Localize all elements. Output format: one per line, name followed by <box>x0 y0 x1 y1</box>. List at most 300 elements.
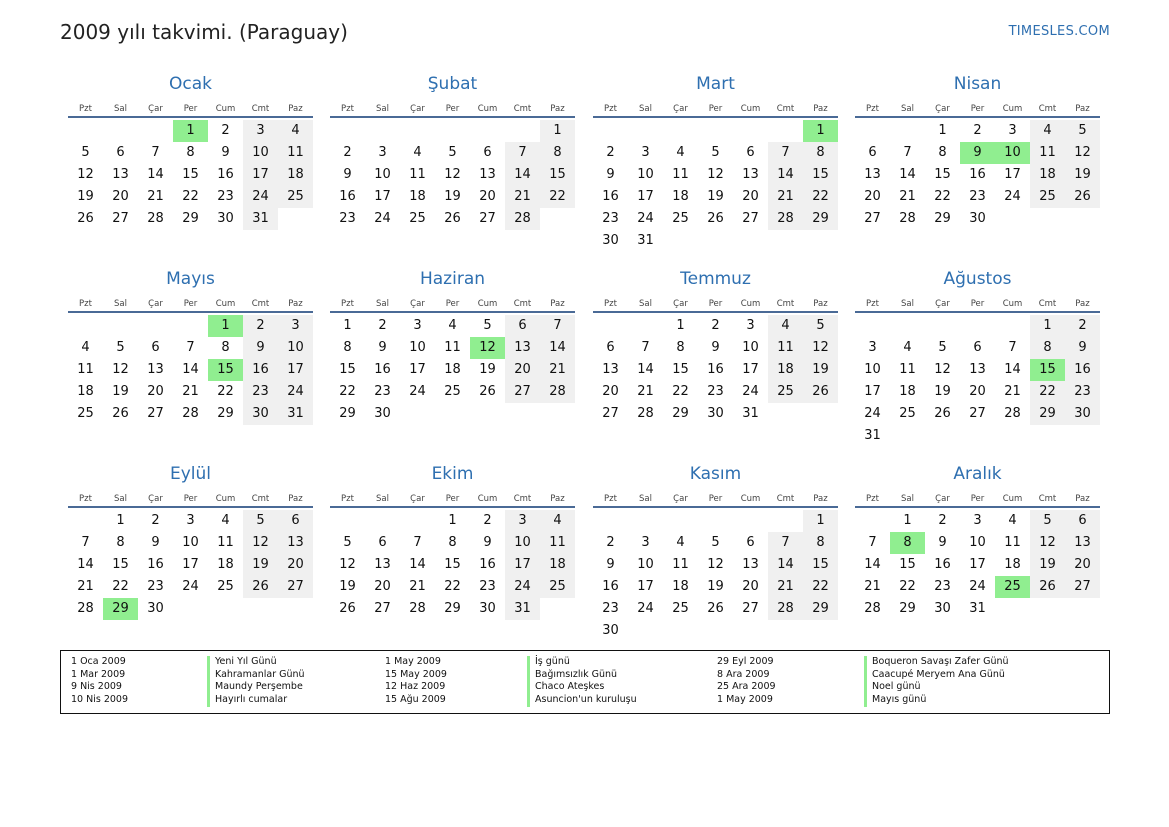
day-cell: 30 <box>479 601 496 616</box>
day-cell: 21 <box>147 189 164 204</box>
empty-cell <box>628 510 663 532</box>
day-cell: 7 <box>505 142 540 164</box>
day-cell: 23 <box>339 211 356 226</box>
day-cell: 21 <box>637 384 654 399</box>
day-cell: 5 <box>243 510 278 532</box>
month-2 <box>330 72 575 230</box>
empty-cell <box>733 510 768 532</box>
day-cell: 11 <box>672 167 689 182</box>
day-cell: 31 <box>969 601 986 616</box>
day-cell: 7 <box>868 535 877 550</box>
day-cell: 12 <box>444 167 461 182</box>
day-cell: 31 <box>278 403 313 425</box>
site-brand-link[interactable]: TIMESLES.COM <box>1008 24 1110 39</box>
day-cell: 30 <box>1065 403 1100 425</box>
empty-cell <box>663 120 698 142</box>
month-days <box>855 120 1100 230</box>
holiday-name: Asuncion'un kuruluşu <box>527 694 637 707</box>
holiday-day-cell: 15 <box>1030 359 1065 381</box>
day-cell: 20 <box>479 189 496 204</box>
weekday-header <box>330 486 575 508</box>
weekday-label: Pzt <box>341 494 354 504</box>
day-cell: 11 <box>672 557 689 572</box>
weekday-label: Paz <box>813 299 828 309</box>
month-3 <box>593 72 838 252</box>
day-cell: 19 <box>707 579 724 594</box>
weekday-label: Sal <box>639 104 652 114</box>
empty-cell <box>855 510 890 532</box>
day-cell: 3 <box>746 318 755 333</box>
day-cell: 9 <box>711 340 720 355</box>
holiday-day-cell: 10 <box>995 142 1030 164</box>
day-cell: 22 <box>182 189 199 204</box>
day-cell: 3 <box>378 145 387 160</box>
day-cell: 15 <box>444 557 461 572</box>
weekday-label: Paz <box>550 104 565 114</box>
day-cell: 13 <box>112 167 129 182</box>
month-6 <box>330 267 575 425</box>
day-cell: 27 <box>112 211 129 226</box>
day-cell: 10 <box>969 535 986 550</box>
day-cell: 28 <box>637 406 654 421</box>
day-cell: 1 <box>343 318 352 333</box>
month-10 <box>330 462 575 620</box>
day-cell: 25 <box>444 384 461 399</box>
day-cell: 27 <box>147 406 164 421</box>
day-cell: 18 <box>444 362 461 377</box>
day-cell: 9 <box>606 557 615 572</box>
day-cell: 11 <box>768 337 803 359</box>
day-cell: 8 <box>803 532 838 554</box>
day-cell: 11 <box>540 532 575 554</box>
day-cell: 2 <box>483 513 492 528</box>
day-cell: 2 <box>938 513 947 528</box>
day-cell: 1 <box>903 513 912 528</box>
weekday-label: Cmt <box>513 494 532 504</box>
empty-cell <box>698 510 733 532</box>
day-cell: 22 <box>217 384 234 399</box>
day-cell: 24 <box>243 186 278 208</box>
day-cell: 11 <box>409 167 426 182</box>
day-cell: 4 <box>81 340 90 355</box>
day-cell: 30 <box>602 623 619 638</box>
day-cell: 31 <box>505 598 540 620</box>
empty-cell <box>733 120 768 142</box>
day-cell: 31 <box>864 428 881 443</box>
day-cell: 8 <box>116 535 125 550</box>
day-cell: 14 <box>864 557 881 572</box>
day-cell: 1 <box>1030 315 1065 337</box>
month-name: Aralık <box>953 464 1002 484</box>
day-cell: 3 <box>243 120 278 142</box>
day-cell: 24 <box>182 579 199 594</box>
day-cell: 8 <box>221 340 230 355</box>
day-cell: 25 <box>409 211 426 226</box>
day-cell: 18 <box>540 554 575 576</box>
month-8 <box>855 267 1100 447</box>
holiday-date: 9 Nis 2009 <box>71 681 122 693</box>
holiday-name: Bağımsızlık Günü <box>527 669 637 682</box>
weekday-label: Çar <box>148 299 163 309</box>
day-cell: 11 <box>278 142 313 164</box>
day-cell: 23 <box>707 384 724 399</box>
day-cell: 22 <box>672 384 689 399</box>
day-cell: 12 <box>1030 532 1065 554</box>
day-cell: 26 <box>339 601 356 616</box>
day-cell: 2 <box>973 123 982 138</box>
month-name: Temmuz <box>680 269 751 289</box>
day-cell: 9 <box>151 535 160 550</box>
day-cell: 27 <box>742 601 759 616</box>
day-cell: 23 <box>147 579 164 594</box>
day-cell: 27 <box>742 211 759 226</box>
month-1 <box>68 72 313 230</box>
day-cell: 15 <box>803 164 838 186</box>
day-cell: 20 <box>374 579 391 594</box>
day-cell: 12 <box>112 362 129 377</box>
weekday-label: Sal <box>376 104 389 114</box>
weekday-label: Paz <box>813 494 828 504</box>
day-cell: 16 <box>602 579 619 594</box>
day-cell: 24 <box>742 384 759 399</box>
day-cell: 27 <box>278 576 313 598</box>
day-cell: 16 <box>339 189 356 204</box>
empty-cell <box>593 120 628 142</box>
day-cell: 30 <box>969 211 986 226</box>
day-cell: 18 <box>899 384 916 399</box>
day-cell: 12 <box>1065 142 1100 164</box>
holiday-name: Maundy Perşembe <box>207 681 305 694</box>
day-cell: 8 <box>448 535 457 550</box>
day-cell: 16 <box>479 557 496 572</box>
day-cell: 3 <box>641 535 650 550</box>
day-cell: 19 <box>112 384 129 399</box>
day-cell: 6 <box>378 535 387 550</box>
day-cell: 20 <box>864 189 881 204</box>
day-cell: 2 <box>151 513 160 528</box>
weekday-label: Cum <box>477 299 498 309</box>
day-cell: 3 <box>186 513 195 528</box>
day-cell: 20 <box>112 189 129 204</box>
day-cell: 16 <box>243 359 278 381</box>
empty-cell <box>855 120 890 142</box>
month-name: Kasım <box>689 464 742 484</box>
weekday-label: Sal <box>639 494 652 504</box>
empty-cell <box>663 510 698 532</box>
day-cell: 6 <box>746 145 755 160</box>
weekday-label: Cmt <box>1038 494 1057 504</box>
day-cell: 10 <box>278 337 313 359</box>
day-cell: 21 <box>505 186 540 208</box>
weekday-label: Pzt <box>866 299 879 309</box>
day-cell: 31 <box>637 233 654 248</box>
weekday-label: Çar <box>673 494 688 504</box>
holiday-name: İş günü <box>527 656 637 669</box>
day-cell: 2 <box>243 315 278 337</box>
month-days <box>330 315 575 425</box>
day-cell: 29 <box>672 406 689 421</box>
day-cell: 9 <box>243 337 278 359</box>
day-cell: 18 <box>278 164 313 186</box>
weekday-label: Per <box>970 494 985 504</box>
holiday-date: 1 May 2009 <box>385 656 441 667</box>
day-cell: 5 <box>448 145 457 160</box>
month-days <box>593 510 838 642</box>
day-cell: 17 <box>637 189 654 204</box>
day-cell: 31 <box>243 208 278 230</box>
day-cell: 20 <box>505 359 540 381</box>
day-cell: 14 <box>409 557 426 572</box>
day-cell: 9 <box>343 167 352 182</box>
day-cell: 15 <box>182 167 199 182</box>
day-cell: 18 <box>77 384 94 399</box>
day-cell: 17 <box>243 164 278 186</box>
day-cell: 7 <box>641 340 650 355</box>
weekday-label: Paz <box>550 494 565 504</box>
month-days <box>330 120 575 230</box>
day-cell: 11 <box>899 362 916 377</box>
weekday-header <box>855 96 1100 118</box>
day-cell: 26 <box>479 384 496 399</box>
empty-cell <box>173 315 208 337</box>
day-cell: 10 <box>864 362 881 377</box>
empty-cell <box>365 510 400 532</box>
day-cell: 28 <box>768 598 803 620</box>
day-cell: 20 <box>278 554 313 576</box>
day-cell: 21 <box>540 359 575 381</box>
day-cell: 23 <box>602 601 619 616</box>
month-days <box>330 510 575 620</box>
day-cell: 7 <box>413 535 422 550</box>
day-cell: 19 <box>444 189 461 204</box>
day-cell: 23 <box>1065 381 1100 403</box>
day-cell: 16 <box>147 557 164 572</box>
day-cell: 14 <box>768 164 803 186</box>
weekday-label: Pzt <box>341 299 354 309</box>
day-cell: 19 <box>243 554 278 576</box>
day-cell: 29 <box>182 211 199 226</box>
day-cell: 2 <box>378 318 387 333</box>
day-cell: 22 <box>899 579 916 594</box>
weekday-label: Paz <box>550 299 565 309</box>
day-cell: 2 <box>711 318 720 333</box>
weekday-label: Cmt <box>251 299 270 309</box>
day-cell: 25 <box>672 601 689 616</box>
day-cell: 12 <box>243 532 278 554</box>
day-cell: 4 <box>448 318 457 333</box>
day-cell: 30 <box>217 211 234 226</box>
empty-cell <box>435 120 470 142</box>
holiday-dates-column <box>717 656 776 707</box>
day-cell: 1 <box>448 513 457 528</box>
weekday-label: Per <box>183 494 198 504</box>
day-cell: 29 <box>339 406 356 421</box>
day-cell: 19 <box>1030 554 1065 576</box>
day-cell: 10 <box>505 532 540 554</box>
empty-cell <box>768 510 803 532</box>
weekday-label: Paz <box>813 104 828 114</box>
day-cell: 8 <box>540 142 575 164</box>
empty-cell <box>890 315 925 337</box>
month-name: Şubat <box>427 74 478 94</box>
holiday-date: 10 Nis 2009 <box>71 694 128 706</box>
month-name: Haziran <box>419 269 486 289</box>
day-cell: 20 <box>147 384 164 399</box>
day-cell: 6 <box>1065 510 1100 532</box>
empty-cell <box>855 315 890 337</box>
weekday-label: Cmt <box>251 104 270 114</box>
holiday-date: 1 Mar 2009 <box>71 668 126 680</box>
weekday-label: Cmt <box>776 104 795 114</box>
day-cell: 13 <box>742 167 759 182</box>
day-cell: 13 <box>147 362 164 377</box>
weekday-header <box>330 96 575 118</box>
month-name: Mayıs <box>166 269 215 289</box>
weekday-label: Çar <box>148 494 163 504</box>
day-cell: 9 <box>1065 337 1100 359</box>
weekday-label: Cmt <box>513 104 532 114</box>
holiday-date: 25 Ara 2009 <box>717 681 776 693</box>
day-cell: 8 <box>676 340 685 355</box>
day-cell: 7 <box>1008 340 1017 355</box>
day-cell: 6 <box>868 145 877 160</box>
day-cell: 4 <box>1008 513 1017 528</box>
holiday-names-column <box>207 656 305 707</box>
holiday-names-column <box>527 656 637 707</box>
day-cell: 5 <box>116 340 125 355</box>
day-cell: 23 <box>602 211 619 226</box>
day-cell: 15 <box>540 164 575 186</box>
day-cell: 6 <box>151 340 160 355</box>
empty-cell <box>400 120 435 142</box>
weekday-label: Pzt <box>866 104 879 114</box>
holiday-name: Yeni Yıl Günü <box>207 656 305 669</box>
day-cell: 5 <box>803 315 838 337</box>
day-cell: 19 <box>934 384 951 399</box>
day-cell: 1 <box>676 318 685 333</box>
day-cell: 14 <box>182 362 199 377</box>
month-5 <box>68 267 313 425</box>
holiday-date: 1 Oca 2009 <box>71 656 126 667</box>
day-cell: 5 <box>711 145 720 160</box>
weekday-label: Sal <box>639 299 652 309</box>
day-cell: 22 <box>1030 381 1065 403</box>
day-cell: 4 <box>278 120 313 142</box>
weekday-label: Pzt <box>79 104 92 114</box>
day-cell: 21 <box>768 576 803 598</box>
day-cell: 7 <box>186 340 195 355</box>
day-cell: 23 <box>243 381 278 403</box>
page-title: 2009 yılı takvimi. (Paraguay) <box>60 20 348 44</box>
holiday-day-cell: 1 <box>803 120 838 142</box>
month-days <box>855 510 1100 620</box>
day-cell: 2 <box>343 145 352 160</box>
day-cell: 6 <box>278 510 313 532</box>
day-cell: 7 <box>768 532 803 554</box>
month-11 <box>593 462 838 642</box>
weekday-label: Paz <box>1075 104 1090 114</box>
day-cell: 22 <box>444 579 461 594</box>
day-cell: 22 <box>339 384 356 399</box>
day-cell: 13 <box>742 557 759 572</box>
weekday-label: Cmt <box>776 494 795 504</box>
weekday-label: Per <box>445 299 460 309</box>
day-cell: 4 <box>413 145 422 160</box>
day-cell: 3 <box>641 145 650 160</box>
day-cell: 5 <box>711 535 720 550</box>
day-cell: 25 <box>768 381 803 403</box>
day-cell: 26 <box>1030 576 1065 598</box>
day-cell: 1 <box>938 123 947 138</box>
day-cell: 5 <box>1065 120 1100 142</box>
day-cell: 27 <box>969 406 986 421</box>
day-cell: 3 <box>1008 123 1017 138</box>
day-cell: 14 <box>147 167 164 182</box>
empty-cell <box>103 120 138 142</box>
weekday-label: Sal <box>901 299 914 309</box>
month-12 <box>855 462 1100 620</box>
day-cell: 2 <box>606 535 615 550</box>
day-cell: 2 <box>1065 315 1100 337</box>
day-cell: 26 <box>934 406 951 421</box>
day-cell: 21 <box>768 186 803 208</box>
holiday-names-column <box>864 656 1009 707</box>
weekday-label: Sal <box>901 494 914 504</box>
day-cell: 9 <box>938 535 947 550</box>
holiday-day-cell: 1 <box>208 315 243 337</box>
day-cell: 2 <box>221 123 230 138</box>
month-days <box>68 120 313 230</box>
day-cell: 14 <box>540 337 575 359</box>
empty-cell <box>593 315 628 337</box>
day-cell: 16 <box>969 167 986 182</box>
day-cell: 13 <box>602 362 619 377</box>
day-cell: 21 <box>864 579 881 594</box>
day-cell: 15 <box>899 557 916 572</box>
weekday-label: Pzt <box>604 299 617 309</box>
weekday-label: Paz <box>1075 299 1090 309</box>
day-cell: 27 <box>1065 576 1100 598</box>
day-cell: 4 <box>676 535 685 550</box>
day-cell: 20 <box>602 384 619 399</box>
day-cell: 28 <box>899 211 916 226</box>
empty-cell <box>505 120 540 142</box>
calendar-grid <box>68 72 1102 647</box>
weekday-label: Çar <box>410 104 425 114</box>
day-cell: 21 <box>1004 384 1021 399</box>
day-cell: 10 <box>637 557 654 572</box>
day-cell: 4 <box>221 513 230 528</box>
empty-cell <box>400 510 435 532</box>
day-cell: 20 <box>742 579 759 594</box>
weekday-label: Cum <box>1002 299 1023 309</box>
day-cell: 11 <box>77 362 94 377</box>
weekday-label: Sal <box>376 299 389 309</box>
day-cell: 13 <box>505 337 540 359</box>
holiday-name: Chaco Ateşkes <box>527 681 637 694</box>
month-name: Ocak <box>169 74 212 94</box>
day-cell: 3 <box>868 340 877 355</box>
weekday-label: Per <box>970 104 985 114</box>
day-cell: 8 <box>938 145 947 160</box>
day-cell: 28 <box>505 208 540 230</box>
empty-cell <box>138 120 173 142</box>
day-cell: 12 <box>77 167 94 182</box>
day-cell: 6 <box>746 535 755 550</box>
month-4 <box>855 72 1100 230</box>
day-cell: 5 <box>343 535 352 550</box>
day-cell: 26 <box>1065 186 1100 208</box>
